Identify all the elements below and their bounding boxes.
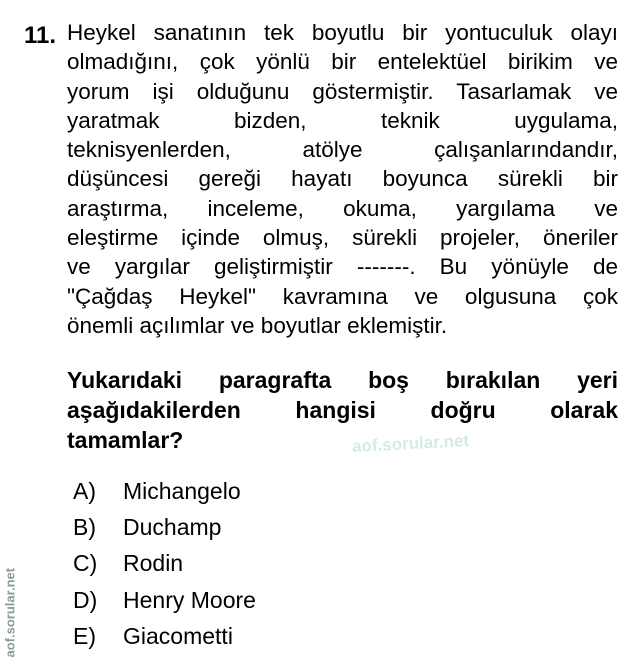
paragraph-line: önemli açılımlar ve boyutlar eklemiştir. [67,312,448,338]
prompt-line: aşağıdakilerden hangisi doğru olarak [67,397,618,423]
option-letter: E) [73,622,96,649]
option-c[interactable] [73,545,256,581]
option-b[interactable] [73,509,256,545]
option-text: Michangelo [123,478,241,504]
question-paragraph [67,18,618,340]
paragraph-line: araştırma, inceleme, okuma, yargılama ve [67,195,618,221]
watermark: aof.sorular.net [351,430,470,457]
option-text: Rodin [123,550,184,577]
question-number: 11. [24,22,57,49]
option-letter: A) [73,478,96,504]
option-text: Duchamp [123,514,222,541]
paragraph-line: teknisyenlerden, atölye çalışanlarındandır, [67,137,618,163]
paragraph-line: düşüncesi gereği hayatı boyunca sürekli bir [67,166,618,192]
prompt-line: Yukarıdaki paragrafta boş bırakılan yeri [67,367,618,393]
paragraph-line: eleştirme içinde olmuş, sürekli projeler, öneriler [67,225,618,251]
option-e[interactable] [73,618,256,654]
paragraph-line: olmadığını, çok yönlü bir entelektüel birikim ve [67,49,618,75]
question-prompt [67,365,618,455]
option-a[interactable] [73,473,256,509]
paragraph-line: yaratmak bizden, teknik uygulama, [67,107,618,133]
paragraph-line: yorum işi olduğunu göstermiştir. Tasarlamak ve [67,78,618,104]
answer-options [73,473,256,654]
option-letter: C) [73,550,98,577]
prompt-line: tamamlar? [67,427,184,453]
option-d[interactable] [73,582,256,618]
option-letter: B) [73,514,96,541]
option-letter: D) [73,586,98,613]
paragraph-line: Heykel sanatının tek boyutlu bir yontuculuk olayı [67,20,618,45]
paragraph-line: "Çağdaş Heykel" kavramına ve olgusuna çok [67,283,618,309]
side-watermark: aof.sorular.net [2,567,18,658]
option-text: Giacometti [123,622,233,649]
option-text: Henry Moore [123,586,256,613]
paragraph-line: ve yargılar geliştirmiştir -------. Bu yönüyle de [67,254,618,280]
